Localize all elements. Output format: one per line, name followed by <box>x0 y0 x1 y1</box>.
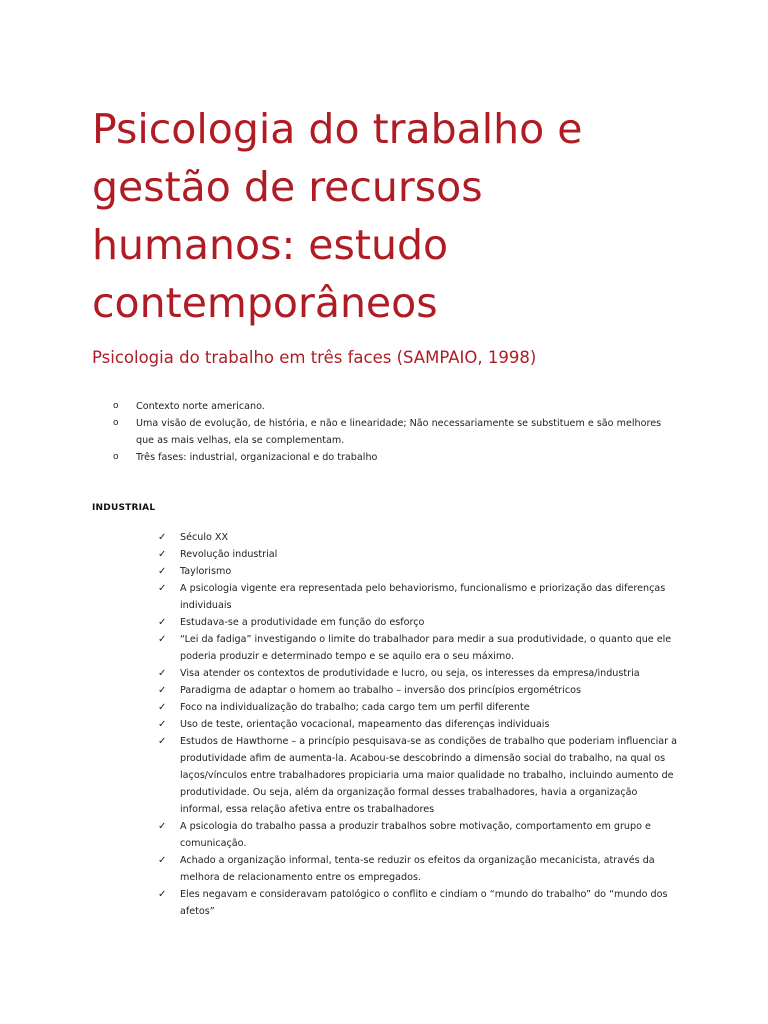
checkmark-icon: ✓ <box>158 702 167 713</box>
checkmark-icon: ✓ <box>158 532 167 543</box>
list-item-text: Foco na individualização do trabalho; cada cargo tem um perfil diferente <box>180 702 530 713</box>
list-item-text: Uso de teste, orientação vocacional, mapeamento das diferenças individuais <box>180 719 550 730</box>
document-title: Psicologia do trabalho e gestão de recursos humanos: estudo contemporâneos <box>92 105 583 327</box>
checkmark-icon: ✓ <box>158 821 167 832</box>
list-item <box>0 529 680 546</box>
list-item-text: Contexto norte americano. <box>136 401 265 412</box>
list-item-text: Revolução industrial <box>180 549 278 560</box>
checkmark-icon: ✓ <box>158 719 167 730</box>
list-item <box>0 415 680 449</box>
list-item-text: A psicologia do trabalho passa a produzir trabalhos sobre motivação, comportamento em grupo e comunicação. <box>180 821 651 849</box>
checkmark-icon: ✓ <box>158 566 167 577</box>
checkmark-icon: ✓ <box>158 855 167 866</box>
list-item <box>0 449 680 466</box>
list-item-text: Estudos de Hawthorne – a princípio pesquisava-se as condições de trabalho que poderiam influenciar a produtividade afim de aumenta-la. Acabou-se descobrindo a dimensão social do trabalho, na qual os laços/vínculos entre trabalhadores propiciaria uma maior qualidade no trabalho, incluindo aumento de produtividade. Ou seja, além da organização formal desses trabalhadores, havia a organização informal, essa relação afetiva entre os trabalhadores <box>180 736 678 815</box>
list-item-text: Eles negavam e consideravam patológico o conflito e cindiam o “mundo do trabalho” do “mundo dos afetos” <box>180 889 668 917</box>
checkmark-icon: ✓ <box>158 889 167 900</box>
checkmark-icon: ✓ <box>158 583 167 594</box>
list-item-text: Estudava-se a produtividade em função do esforço <box>180 617 425 628</box>
list-item <box>0 716 680 733</box>
list-item <box>0 733 680 818</box>
checkmark-icon: ✓ <box>158 617 167 628</box>
list-item <box>0 682 680 699</box>
section-heading-industrial: INDUSTRIAL <box>92 503 156 513</box>
list-item <box>0 852 680 886</box>
list-item <box>0 546 680 563</box>
checkmark-icon: ✓ <box>158 685 167 696</box>
list-item <box>0 886 680 920</box>
intro-list <box>0 398 680 466</box>
circle-bullet-icon: o <box>113 418 119 428</box>
circle-bullet-icon: o <box>113 401 119 411</box>
list-item-text: Visa atender os contextos de produtividade e lucro, ou seja, os interesses da empresa/industria <box>180 668 640 679</box>
list-item-text: Três fases: industrial, organizacional e do trabalho <box>136 452 378 463</box>
list-item <box>0 614 680 631</box>
circle-bullet-icon: o <box>113 452 119 462</box>
document-subtitle: Psicologia do trabalho em três faces (SAMPAIO, 1998) <box>92 348 537 367</box>
list-item <box>0 563 680 580</box>
list-item <box>0 631 680 665</box>
list-item-text: Século XX <box>180 532 229 543</box>
list-item <box>0 398 680 415</box>
list-item-text: Uma visão de evolução, de história, e não e linearidade; Não necessariamente se substituem e são melhores que as mais velhas, ela se complementam. <box>136 418 662 446</box>
checkmark-icon: ✓ <box>158 549 167 560</box>
list-item-text: Taylorismo <box>180 566 232 577</box>
checkmark-icon: ✓ <box>158 736 167 747</box>
list-item-text: Paradigma de adaptar o homem ao trabalho – inversão dos princípios ergométricos <box>180 685 582 696</box>
list-item <box>0 699 680 716</box>
industrial-list <box>0 529 680 920</box>
list-item-text: A psicologia vigente era representada pelo behaviorismo, funcionalismo e priorização das diferenças individuais <box>180 583 666 611</box>
list-item <box>0 580 680 614</box>
checkmark-icon: ✓ <box>158 634 167 645</box>
checkmark-icon: ✓ <box>158 668 167 679</box>
list-item <box>0 818 680 852</box>
list-item-text: Achado a organização informal, tenta-se reduzir os efeitos da organização mecanicista, através da melhora de relacionamento entre os empregados. <box>180 855 655 883</box>
list-item <box>0 665 680 682</box>
list-item-text: “Lei da fadiga” investigando o limite do trabalhador para medir a sua produtividade, o quanto que ele poderia produzir e determinado tempo e se aquilo era o seu máximo. <box>180 634 672 662</box>
